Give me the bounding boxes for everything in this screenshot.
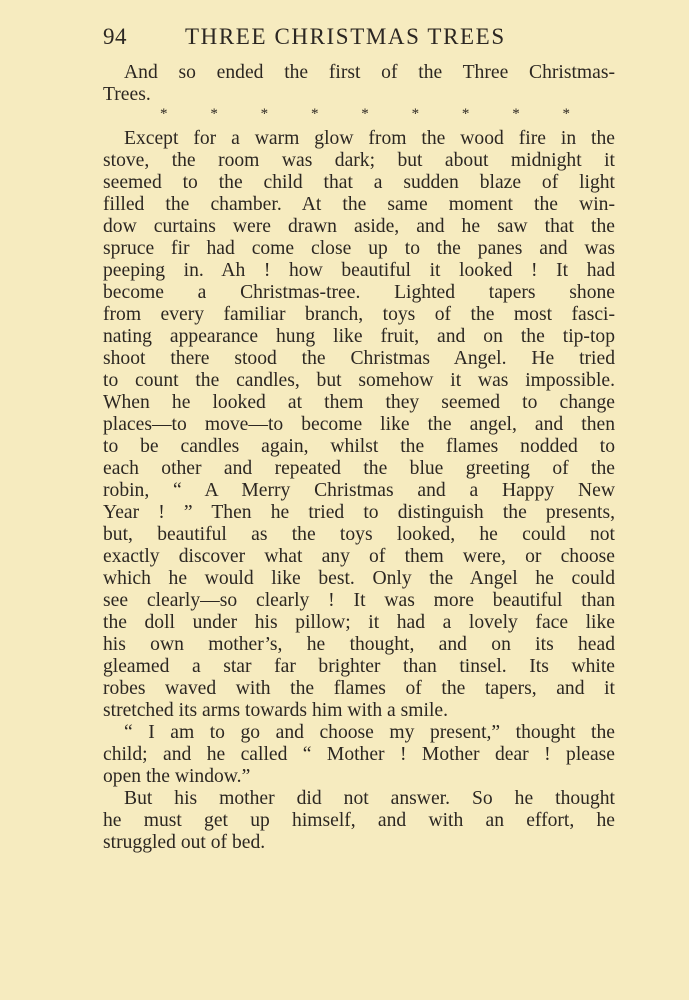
text-line: the doll under his pillow; it had a lovely face like	[103, 612, 615, 633]
text-line: “ I am to go and choose my present,” thought the	[124, 722, 615, 743]
text-line: which he would like best. Only the Angel he could	[103, 568, 615, 589]
text-line: struggled out of bed.	[103, 832, 266, 853]
text-line: open the window.”	[103, 766, 251, 787]
text-line: to be candles again, whilst the flames nodded to	[103, 436, 615, 457]
text-line: shoot there stood the Christmas Angel. He tried	[103, 348, 615, 369]
text-line: he must get up himself, and with an effort, he	[103, 810, 615, 831]
text-line: places—to move—to become like the angel, and then	[103, 414, 615, 435]
page-header	[103, 24, 615, 56]
running-head: THREE CHRISTMAS TREES	[185, 24, 506, 49]
text-line: And so ended the first of the Three Christmas-	[124, 62, 615, 83]
text-line: dow curtains were drawn aside, and he saw that the	[103, 216, 615, 237]
text-line: When he looked at them they seemed to change	[103, 392, 615, 413]
text-line: become a Christmas-tree. Lighted tapers shone	[103, 282, 615, 303]
asterisk: *	[210, 106, 218, 122]
text-line: but, beautiful as the toys looked, he could not	[103, 524, 615, 545]
asterisk: *	[361, 106, 369, 122]
text-line: see clearly—so clearly ! It was more beautiful than	[103, 590, 615, 611]
text-line: robes waved with the flames of the tapers, and it	[103, 678, 615, 699]
text-line: spruce fir had come close up to the panes and was	[103, 238, 615, 259]
section-break-asterisks	[103, 103, 615, 125]
page-body	[103, 62, 615, 854]
text-line: robin, “ A Merry Christmas and a Happy New	[103, 480, 615, 501]
text-line: Except for a warm glow from the wood fire in the	[124, 128, 615, 149]
text-line: nating appearance hung like fruit, and on the tip-top	[103, 326, 615, 347]
text-line: his own mother’s, he thought, and on its head	[103, 634, 615, 655]
text-line: exactly discover what any of them were, or choose	[103, 546, 615, 567]
asterisk: *	[260, 106, 269, 122]
asterisk: *	[411, 106, 420, 122]
asterisk: *	[512, 106, 520, 122]
text-line: But his mother did not answer. So he thought	[124, 788, 615, 809]
asterisk: *	[160, 106, 168, 122]
text-line: to count the candles, but somehow it was impossible.	[103, 370, 615, 391]
text-line: child; and he called “ Mother ! Mother dear ! please	[103, 744, 615, 765]
text-line: peeping in. Ah ! how beautiful it looked ! It had	[103, 260, 615, 281]
text-line: from every familiar branch, toys of the most fasci-	[103, 304, 615, 325]
page-number: 94	[103, 24, 127, 49]
text-line: gleamed a star far brighter than tinsel. Its white	[103, 656, 615, 677]
text-line: filled the chamber. At the same moment the win-	[103, 194, 615, 215]
asterisk: *	[562, 106, 570, 122]
text-line: stretched its arms towards him with a smile.	[103, 700, 449, 721]
text-line: stove, the room was dark; but about midnight it	[103, 150, 615, 171]
asterisk: *	[310, 106, 319, 122]
asterisk: *	[461, 106, 470, 122]
text-line: seemed to the child that a sudden blaze of light	[103, 172, 615, 193]
text-line: Year ! ” Then he tried to distinguish the presents,	[103, 502, 615, 523]
text-line: Trees.	[103, 84, 151, 105]
text-line: each other and repeated the blue greeting of the	[103, 458, 615, 479]
